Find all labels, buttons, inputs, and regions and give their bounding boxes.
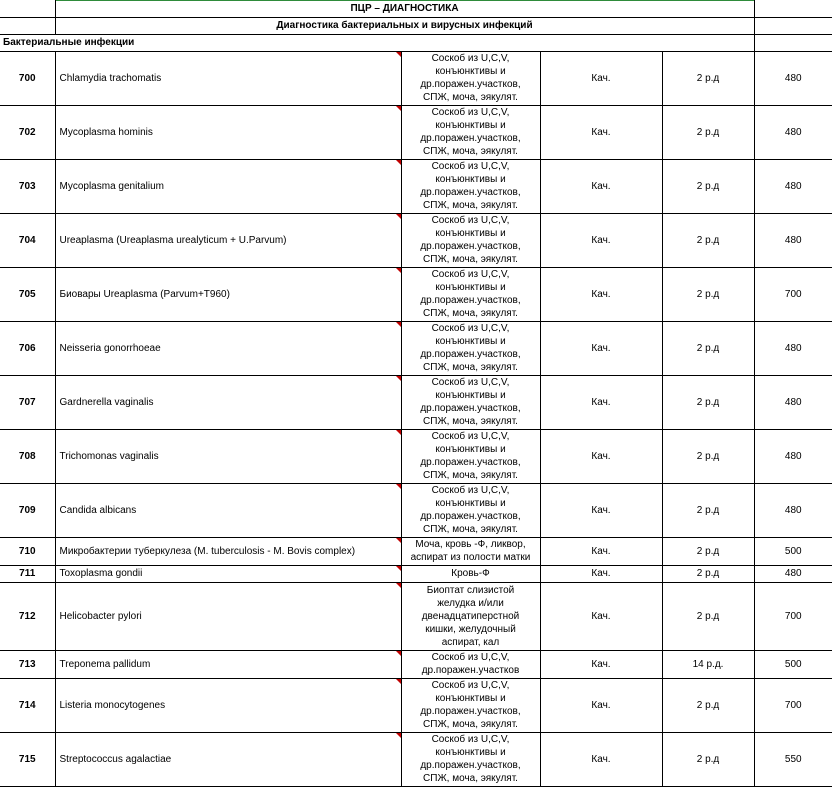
test-name: Микробактерии туберкулеза (M. tuberculosis - M. Bovis complex) bbox=[55, 537, 401, 565]
sample-material bbox=[401, 732, 540, 786]
analysis-type: Кач. bbox=[540, 483, 662, 537]
test-name: Mycoplasma genitalium bbox=[55, 159, 401, 213]
material-line: СПЖ, моча, эякулят. bbox=[423, 416, 518, 427]
price: 480 bbox=[754, 429, 832, 483]
turnaround-time: 2 р.д bbox=[662, 213, 754, 267]
material-line: Соскоб из U,C,V, bbox=[431, 377, 510, 388]
table-row bbox=[0, 213, 832, 267]
analysis-type: Кач. bbox=[540, 678, 662, 732]
material-line: др.поражен.участков, bbox=[420, 349, 521, 360]
test-name: Helicobacter pylori bbox=[55, 582, 401, 650]
table-subtitle: Диагностика бактериальных и вирусных инфекций bbox=[55, 17, 754, 34]
turnaround-time: 2 р.д bbox=[662, 321, 754, 375]
price: 550 bbox=[754, 732, 832, 786]
comment-marker bbox=[396, 268, 401, 273]
material-line: аспират из полости матки bbox=[410, 552, 531, 563]
test-name: Neisseria gonorrhoeae bbox=[55, 321, 401, 375]
material-line: Соскоб из U,C,V, bbox=[431, 269, 510, 280]
material-line: СПЖ, моча, эякулят. bbox=[423, 524, 518, 535]
test-code: 706 bbox=[0, 321, 55, 375]
test-name: Gardnerella vaginalis bbox=[55, 375, 401, 429]
table-row bbox=[0, 267, 832, 321]
material-line: СПЖ, моча, эякулят. bbox=[423, 146, 518, 157]
material-line: конъюнктивы и bbox=[435, 390, 506, 401]
sample-material bbox=[401, 537, 540, 565]
material-line: СПЖ, моча, эякулят. bbox=[423, 719, 518, 730]
table-row bbox=[0, 582, 832, 650]
test-code: 713 bbox=[0, 650, 55, 678]
analysis-type: Кач. bbox=[540, 51, 662, 105]
material-line: др.поражен.участков, bbox=[420, 760, 521, 771]
test-code: 709 bbox=[0, 483, 55, 537]
test-code: 704 bbox=[0, 213, 55, 267]
test-code: 714 bbox=[0, 678, 55, 732]
section-heading: Бактериальные инфекции bbox=[0, 34, 754, 51]
material-line: СПЖ, моча, эякулят. bbox=[423, 308, 518, 319]
test-name: Chlamydia trachomatis bbox=[55, 51, 401, 105]
table-row bbox=[0, 375, 832, 429]
material-line: конъюнктивы и bbox=[435, 66, 506, 77]
material-line: СПЖ, моча, эякулят. bbox=[423, 362, 518, 373]
turnaround-time: 2 р.д bbox=[662, 267, 754, 321]
turnaround-time: 2 р.д bbox=[662, 582, 754, 650]
comment-marker bbox=[396, 484, 401, 489]
material-line: др.поражен.участков, bbox=[420, 241, 521, 252]
material-line: Соскоб из U,C,V, bbox=[431, 652, 510, 663]
material-line: аспират, кал bbox=[441, 636, 500, 648]
material-line: Соскоб из U,C,V, bbox=[431, 161, 510, 172]
material-line: конъюнктивы и bbox=[435, 498, 506, 509]
test-code: 703 bbox=[0, 159, 55, 213]
material-line: конъюнктивы и bbox=[435, 693, 506, 704]
material-line: СПЖ, моча, эякулят. bbox=[423, 254, 518, 265]
price: 480 bbox=[754, 483, 832, 537]
test-code: 715 bbox=[0, 732, 55, 786]
test-name: Candida albicans bbox=[55, 483, 401, 537]
test-code: 711 bbox=[0, 565, 55, 582]
material-line: др.поражен.участков, bbox=[420, 133, 521, 144]
sample-material bbox=[401, 678, 540, 732]
material-line: СПЖ, моча, эякулят. bbox=[423, 470, 518, 481]
material-line: Моча, кровь -Ф, ликвор, bbox=[415, 539, 526, 550]
material-line: др.поражен.участков, bbox=[420, 511, 521, 522]
price: 480 bbox=[754, 105, 832, 159]
comment-marker bbox=[396, 322, 401, 327]
material-line: Соскоб из U,C,V, bbox=[431, 485, 510, 496]
analysis-type: Кач. bbox=[540, 267, 662, 321]
table-row bbox=[0, 537, 832, 565]
title-row bbox=[0, 0, 832, 17]
material-line: Кровь-Ф bbox=[451, 568, 490, 579]
material-line: др.поражен.участков, bbox=[420, 79, 521, 90]
sample-material bbox=[401, 105, 540, 159]
sample-material bbox=[401, 429, 540, 483]
comment-marker bbox=[396, 430, 401, 435]
material-line: конъюнктивы и bbox=[435, 444, 506, 455]
test-name: Toxoplasma gondii bbox=[55, 565, 401, 582]
table-row bbox=[0, 650, 832, 678]
test-code: 705 bbox=[0, 267, 55, 321]
analysis-type: Кач. bbox=[540, 537, 662, 565]
table-row bbox=[0, 732, 832, 786]
table-row bbox=[0, 429, 832, 483]
test-name: Ureaplasma (Ureaplasma urealyticum + U.Parvum) bbox=[55, 213, 401, 267]
turnaround-time: 2 р.д bbox=[662, 105, 754, 159]
comment-marker bbox=[396, 651, 401, 656]
material-line: двенадцатиперстной bbox=[421, 610, 520, 622]
table-row bbox=[0, 105, 832, 159]
comment-marker bbox=[396, 583, 401, 588]
sample-material bbox=[401, 582, 540, 650]
turnaround-time: 2 р.д bbox=[662, 159, 754, 213]
analysis-type: Кач. bbox=[540, 105, 662, 159]
turnaround-time: 2 р.д bbox=[662, 565, 754, 582]
sample-material bbox=[401, 375, 540, 429]
test-code: 710 bbox=[0, 537, 55, 565]
test-code: 700 bbox=[0, 51, 55, 105]
table-row bbox=[0, 51, 832, 105]
material-line: Соскоб из U,C,V, bbox=[431, 323, 510, 334]
comment-marker bbox=[396, 566, 401, 571]
price: 700 bbox=[754, 267, 832, 321]
analysis-type: Кач. bbox=[540, 582, 662, 650]
test-name: Trichomonas vaginalis bbox=[55, 429, 401, 483]
turnaround-time: 2 р.д bbox=[662, 678, 754, 732]
test-name: Listeria monocytogenes bbox=[55, 678, 401, 732]
material-line: Биоптат слизистой bbox=[426, 584, 515, 596]
material-line: конъюнктивы и bbox=[435, 120, 506, 131]
material-line: др.поражен.участков, bbox=[420, 457, 521, 468]
price: 500 bbox=[754, 537, 832, 565]
comment-marker bbox=[396, 538, 401, 543]
test-code: 712 bbox=[0, 582, 55, 650]
price: 480 bbox=[754, 213, 832, 267]
price: 480 bbox=[754, 159, 832, 213]
analysis-type: Кач. bbox=[540, 565, 662, 582]
analysis-type: Кач. bbox=[540, 429, 662, 483]
material-line: Соскоб из U,C,V, bbox=[431, 680, 510, 691]
material-line: конъюнктивы и bbox=[435, 282, 506, 293]
price: 500 bbox=[754, 650, 832, 678]
comment-marker bbox=[396, 733, 401, 738]
turnaround-time: 2 р.д bbox=[662, 429, 754, 483]
material-line: др.поражен.участков, bbox=[420, 187, 521, 198]
table-row bbox=[0, 483, 832, 537]
material-line: конъюнктивы и bbox=[435, 747, 506, 758]
price: 480 bbox=[754, 565, 832, 582]
test-name: Streptococcus agalactiae bbox=[55, 732, 401, 786]
sample-material bbox=[401, 321, 540, 375]
comment-marker bbox=[396, 160, 401, 165]
material-line: др.поражен.участков, bbox=[420, 403, 521, 414]
turnaround-time: 2 р.д bbox=[662, 732, 754, 786]
turnaround-time: 14 р.д. bbox=[662, 650, 754, 678]
material-line: Соскоб из U,C,V, bbox=[431, 215, 510, 226]
comment-marker bbox=[396, 52, 401, 57]
turnaround-time: 2 р.д bbox=[662, 51, 754, 105]
comment-marker bbox=[396, 679, 401, 684]
material-line: конъюнктивы и bbox=[435, 336, 506, 347]
material-line: конъюнктивы и bbox=[435, 228, 506, 239]
material-line: др.поражен.участков, bbox=[420, 295, 521, 306]
page-title: ПЦР – ДИАГНОСТИКА bbox=[55, 0, 754, 17]
price: 480 bbox=[754, 321, 832, 375]
material-line: конъюнктивы и bbox=[435, 174, 506, 185]
analysis-type: Кач. bbox=[540, 732, 662, 786]
table-row bbox=[0, 678, 832, 732]
sample-material bbox=[401, 565, 540, 582]
material-line: СПЖ, моча, эякулят. bbox=[423, 92, 518, 103]
sample-material bbox=[401, 159, 540, 213]
comment-marker bbox=[396, 214, 401, 219]
material-line: СПЖ, моча, эякулят. bbox=[423, 773, 518, 784]
table-row bbox=[0, 565, 832, 582]
comment-marker bbox=[396, 376, 401, 381]
comment-marker bbox=[396, 106, 401, 111]
material-line: Соскоб из U,C,V, bbox=[431, 431, 510, 442]
analysis-type: Кач. bbox=[540, 321, 662, 375]
turnaround-time: 2 р.д bbox=[662, 483, 754, 537]
test-code: 708 bbox=[0, 429, 55, 483]
analysis-type: Кач. bbox=[540, 375, 662, 429]
test-name: Treponema pallidum bbox=[55, 650, 401, 678]
table-row bbox=[0, 159, 832, 213]
price: 700 bbox=[754, 678, 832, 732]
material-line: Соскоб из U,C,V, bbox=[431, 53, 510, 64]
table-row bbox=[0, 321, 832, 375]
material-line: др.поражен.участков bbox=[421, 665, 520, 676]
test-name: Mycoplasma hominis bbox=[55, 105, 401, 159]
test-code: 702 bbox=[0, 105, 55, 159]
test-code: 707 bbox=[0, 375, 55, 429]
price: 480 bbox=[754, 375, 832, 429]
turnaround-time: 2 р.д bbox=[662, 537, 754, 565]
section-row bbox=[0, 34, 832, 51]
sample-material bbox=[401, 650, 540, 678]
analysis-type: Кач. bbox=[540, 159, 662, 213]
material-line: Соскоб из U,C,V, bbox=[431, 734, 510, 745]
material-line: др.поражен.участков, bbox=[420, 706, 521, 717]
price: 480 bbox=[754, 51, 832, 105]
material-line: Соскоб из U,C,V, bbox=[431, 107, 510, 118]
price: 700 bbox=[754, 582, 832, 650]
test-name: Биовары Ureaplasma (Parvum+T960) bbox=[55, 267, 401, 321]
sample-material bbox=[401, 213, 540, 267]
turnaround-time: 2 р.д bbox=[662, 375, 754, 429]
analysis-type: Кач. bbox=[540, 650, 662, 678]
sample-material bbox=[401, 51, 540, 105]
analysis-type: Кач. bbox=[540, 213, 662, 267]
material-line: желудка и/или bbox=[437, 597, 504, 609]
material-line: СПЖ, моча, эякулят. bbox=[423, 200, 518, 211]
sample-material bbox=[401, 483, 540, 537]
subtitle-row bbox=[0, 17, 832, 34]
sample-material bbox=[401, 267, 540, 321]
material-line: кишки, желудочный bbox=[425, 623, 516, 635]
